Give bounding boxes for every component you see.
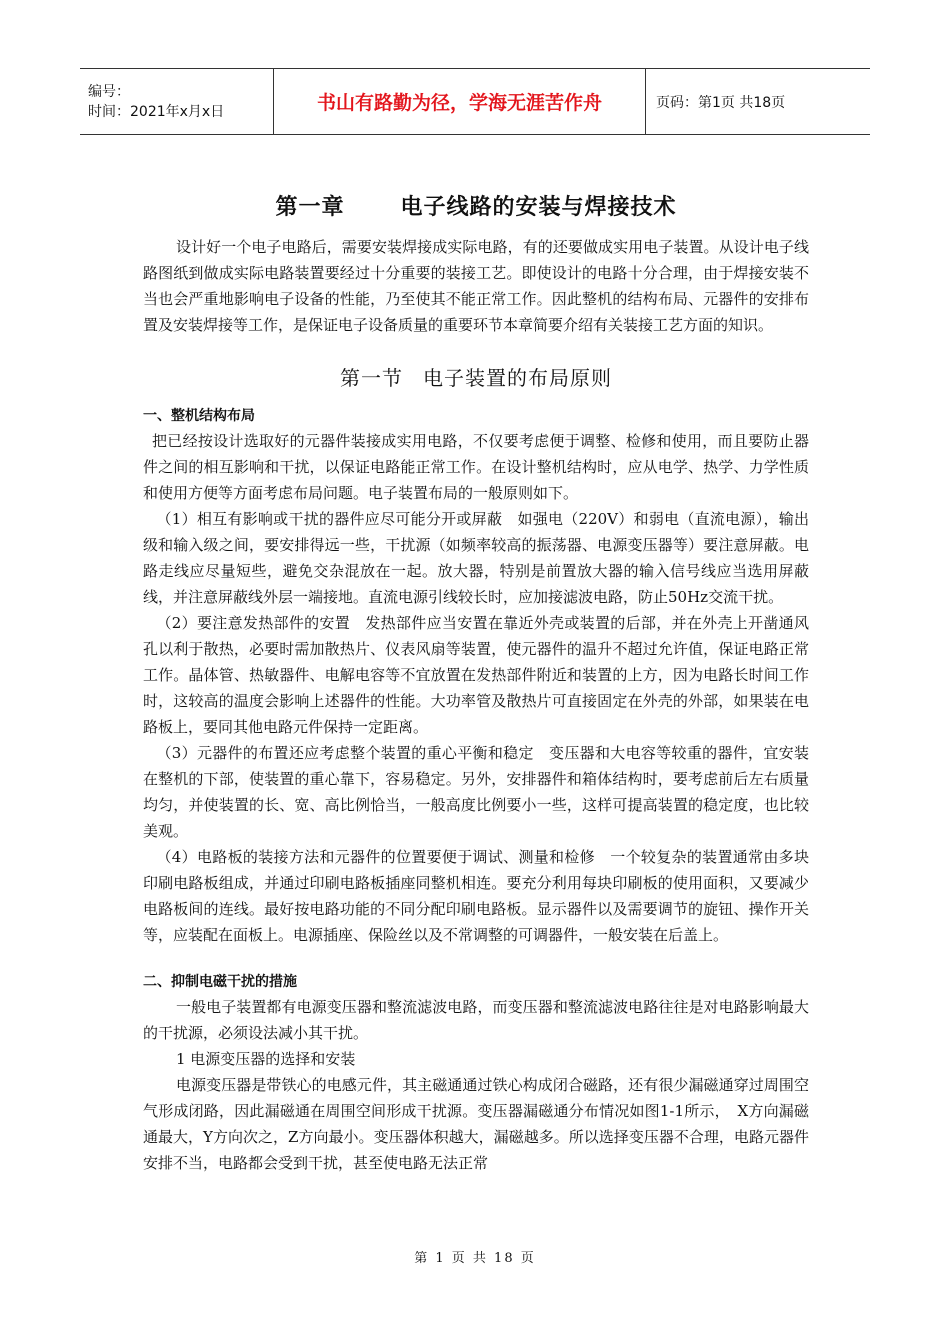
page-footer: 第 1 页 共 18 页 — [414, 1251, 536, 1266]
header-page-info: 页码：第1页 共18页 — [656, 94, 786, 111]
layout-principle-4: （4）电路板的装接方法和元器件的位置要便于调试、测量和检修 一个较复杂的装置通常由多块印刷电路板组成，并通过印刷电路板插座同整机相连。要充分利用每块印刷板的使用面积，又要减少电路板间的连线。最好按电路功能的不同分配印刷电路板。显示器件以及需要调节的旋钮、操作开关等，应装配在面板上。电源插座、保险丝以及不常调整的可调器件，一般安装在后盖上。 — [143, 848, 809, 944]
section-number: 第一节 — [340, 366, 403, 390]
layout-paragraph: 把已经按设计选取好的元器件装接成实用电路，不仅要考虑便于调整、检修和使用，而且要防止器件之间的相互影响和干扰，以保证电路能正常工作。在设计整机结构时，应从电学、热学、力学性质和使用方便等方面考虑布局问题。电子装置布局的一般原则如下。 — [143, 432, 809, 502]
emi-item-paragraph: 电源变压器是带铁心的电感元件，其主磁通通过铁心构成闭合磁路，还有很少漏磁通穿过周围空气形成闭路，因此漏磁通在周围空间形成干扰源。变压器漏磁通分布情况如图1-1所示， X方向漏磁通最大，Y方向次之，Z方向最小。变压器体积越大，漏磁越多。所以选择变压器不合理，电路元器件安排不当，电路都会受到干扰，甚至使电路无法正常 — [143, 1076, 809, 1172]
subsection-heading-emi: 二、抑制电磁干扰的措施 — [143, 974, 297, 990]
document-number-label: 编号： — [88, 83, 130, 100]
emi-item-heading: 1 电源变压器的选择和安装 — [176, 1050, 356, 1068]
section-title — [143, 360, 809, 396]
document-body — [143, 188, 809, 1176]
header-page-cell — [646, 69, 870, 134]
subsection-heading-layout: 一、整机结构布局 — [143, 408, 255, 424]
section-name: 电子装置的布局原则 — [423, 366, 612, 390]
layout-principle-2: （2）要注意发热部件的安置 发热部件应当安置在靠近外壳或装置的后部，并在外壳上开凿通风孔以利于散热，必要时需加散热片、仪表风扇等装置，使元器件的温升不超过允许值，保证电路正常工作。晶体管、热敏器件、电解电容等不宜放置在发热部件附近和装置的上方，因为电路长时间工作时，这较高的温度会影响上述器件的性能。大功率管及散热片可直接固定在外壳的外部，如果装在电路板上，要同其他电路元件保持一定距离。 — [143, 614, 809, 736]
page-header — [80, 68, 870, 135]
layout-principle-1: （1）相互有影响或干扰的器件应尽可能分开或屏蔽 如强电（220V）和弱电（直流电源），输出级和输入级之间，要安排得远一些，干扰源（如频率较高的振荡器、电源变压器等）要注意屏蔽。电路走线应尽量短些，避免交杂混放在一起。放大器，特别是前置放大器的输入信号线应当选用屏蔽线，并注意屏蔽线外层一端接地。直流电源引线较长时，应加接滤波电路，防止50Hz交流干扰。 — [143, 510, 809, 606]
chapter-name: 电子线路的安装与焊接技术 — [400, 195, 677, 220]
chapter-title — [143, 188, 809, 228]
header-motto: 书山有路勤为径，学海无涯苦作舟 — [316, 92, 602, 114]
document-date: 时间：2021年x月x日 — [88, 103, 225, 120]
chapter-number: 第一章 — [275, 195, 345, 220]
emi-intro-paragraph: 一般电子装置都有电源变压器和整流滤波电路，而变压器和整流滤波电路往往是对电路影响最大的干扰源，必须设法减小其干扰。 — [143, 998, 809, 1042]
header-meta-cell — [80, 69, 274, 134]
intro-paragraph: 设计好一个电子电路后，需要安装焊接成实际电路，有的还要做成实用电子装置。从设计电子线路图纸到做成实际电路装置要经过十分重要的装接工艺。即使设计的电路十分合理，由于焊接安装不当也会严重地影响电子设备的性能，乃至使其不能正常工作。因此整机的结构布局、元器件的安排布置及安装焊接等工作，是保证电子设备质量的重要环节本章简要介绍有关装接工艺方面的知识。 — [143, 238, 809, 334]
header-motto-cell — [274, 69, 646, 134]
layout-principle-3: （3）元器件的布置还应考虑整个装置的重心平衡和稳定 变压器和大电容等较重的器件，宜安装在整机的下部，使装置的重心靠下，容易稳定。另外，安排器件和箱体结构时，要考虑前后左右质量均匀，并使装置的长、宽、高比例恰当，一般高度比例要小一些，这样可提高装置的稳定度，也比较美观。 — [143, 744, 809, 840]
